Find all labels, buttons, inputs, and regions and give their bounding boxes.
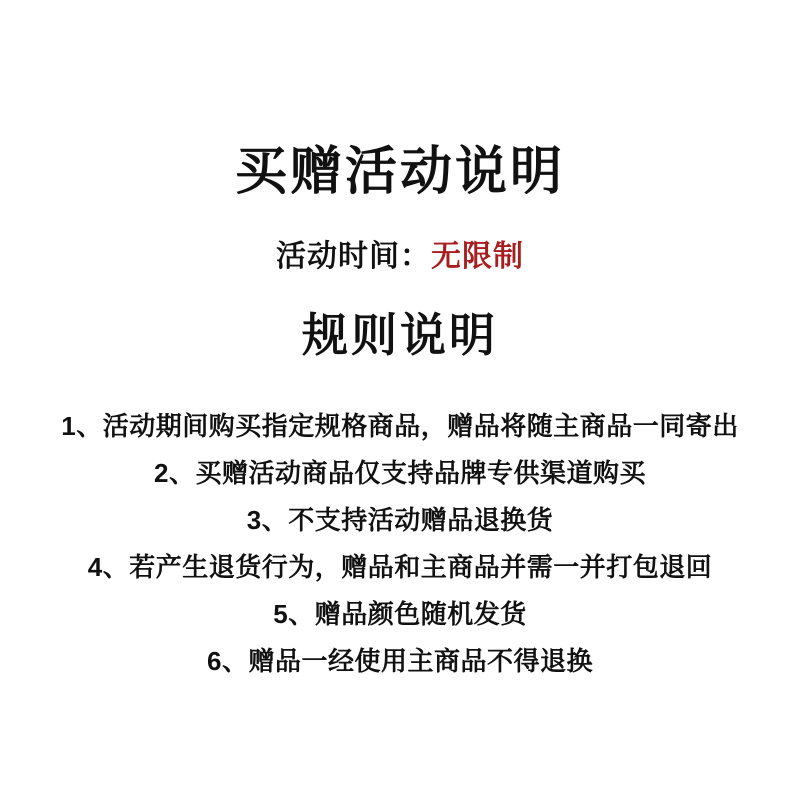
activity-time-line [276,231,524,275]
rule-item-5: 5、赠品颜色随机发货 [273,598,527,629]
page-title: 买赠活动说明 [234,143,565,201]
rule-item-3: 3、不支持活动赠品退换货 [246,504,554,535]
rule-item-2: 2、买赠活动商品仅支持品牌专供渠道购买 [154,457,646,488]
rule-item-1: 1、活动期间购买指定规格商品，赠品将随主商品一同寄出 [61,410,739,441]
rules-section-title: 规则说明 [302,308,498,361]
rule-item-6: 6、赠品一经使用主商品不得退换 [207,645,593,676]
rule-item-4: 4、若产生退货行为，赠品和主商品并需一并打包退回 [87,551,713,582]
activity-time-value: 无限制 [431,239,524,273]
activity-time-label: 活动时间： [276,239,431,273]
rules-list [0,403,800,685]
